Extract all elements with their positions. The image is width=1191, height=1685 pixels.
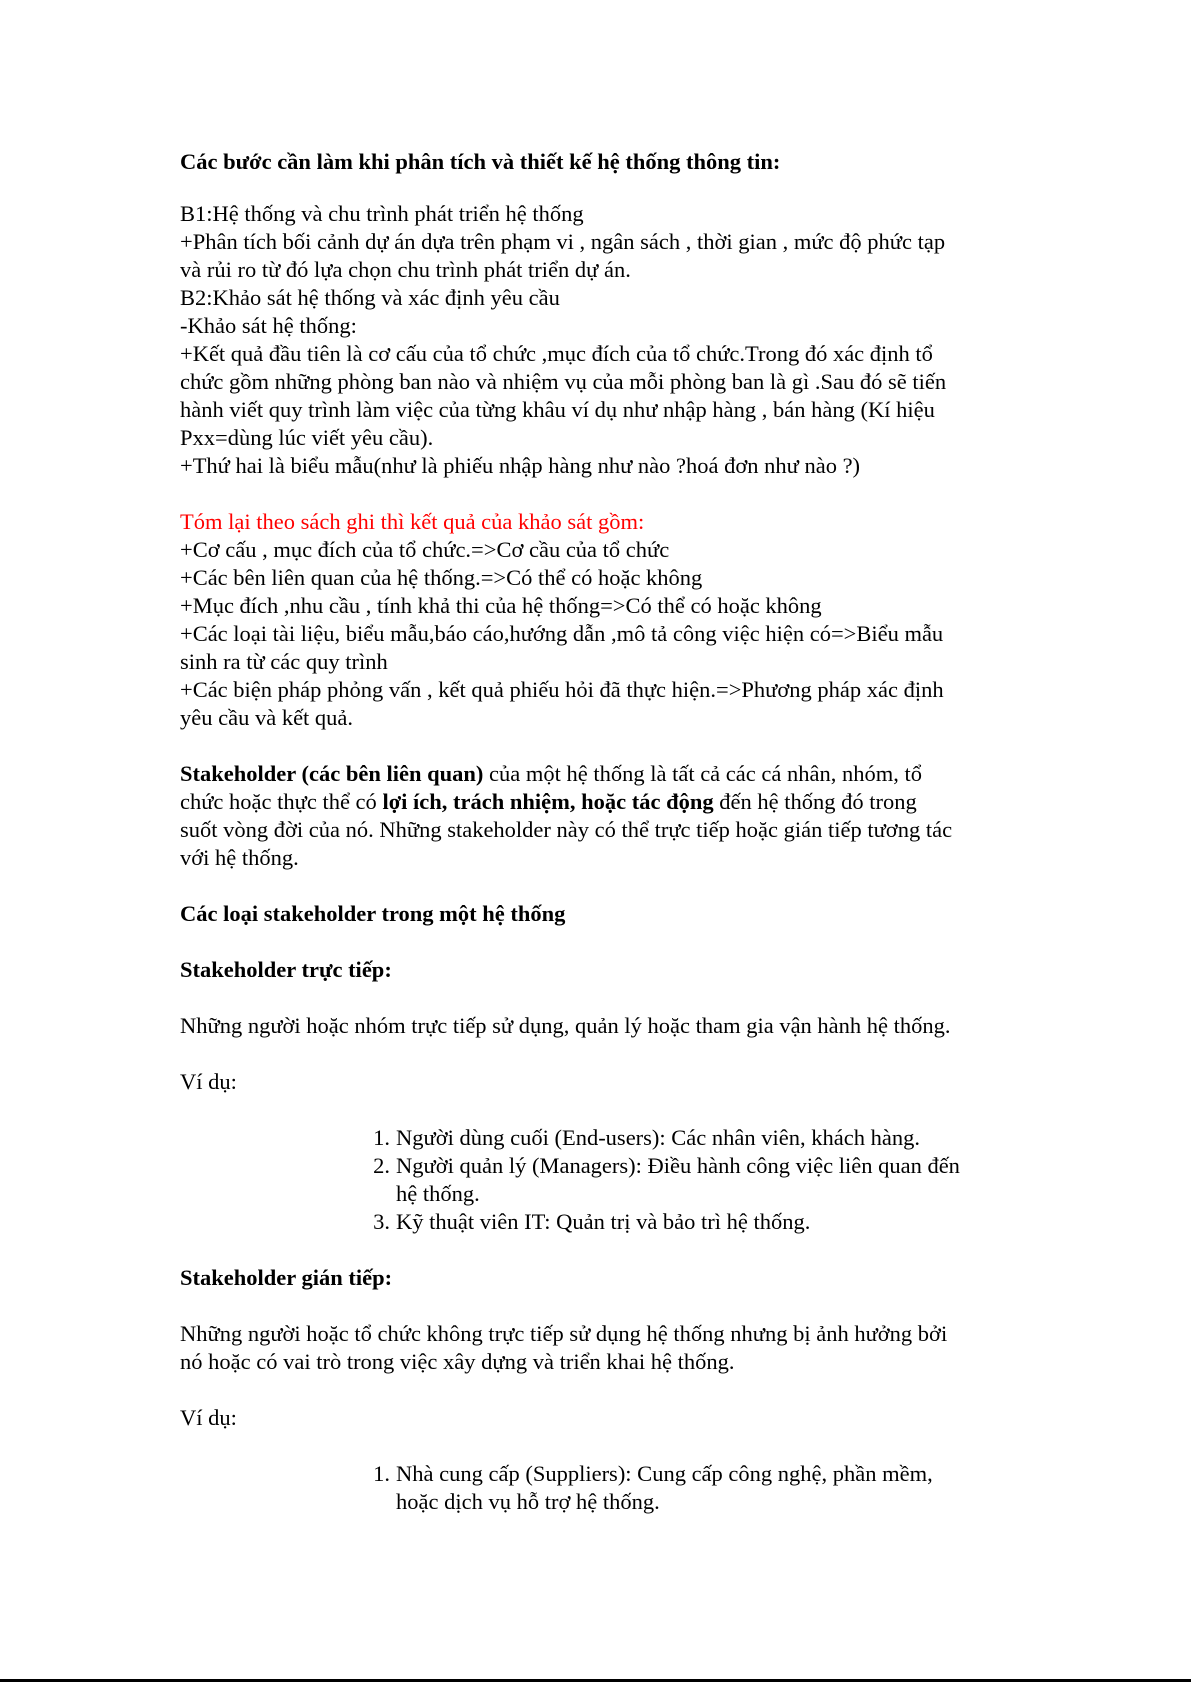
types-heading: Các loại stakeholder trong một hệ thống bbox=[180, 901, 566, 926]
list-number: 1. bbox=[373, 1461, 390, 1486]
page-bottom-rule bbox=[0, 1679, 1191, 1682]
list-item: Người dùng cuối (End-users): Các nhân viên, khách hàng. bbox=[396, 1125, 920, 1150]
summary-line: +Các biện pháp phỏng vấn , kết quả phiếu hỏi đã thực hiện.=>Phương pháp xác định bbox=[180, 677, 944, 702]
direct-example-label: Ví dụ: bbox=[180, 1069, 237, 1094]
step-line: -Khảo sát hệ thống: bbox=[180, 313, 357, 338]
indirect-description: nó hoặc có vai trò trong việc xây dựng và triển khai hệ thống. bbox=[180, 1349, 735, 1374]
stakeholder-definition-line: chức hoặc thực thể có lợi ích, trách nhiệm, hoặc tác động đến hệ thống đó trong bbox=[180, 789, 917, 814]
list-item: Người quản lý (Managers): Điều hành công việc liên quan đến bbox=[396, 1153, 960, 1178]
summary-line: yêu cầu và kết quả. bbox=[180, 705, 354, 730]
list-item: Nhà cung cấp (Suppliers): Cung cấp công nghệ, phần mềm, bbox=[396, 1461, 933, 1486]
step-line: và rủi ro từ đó lựa chọn chu trình phát triển dự án. bbox=[180, 257, 631, 282]
stakeholder-definition-line: với hệ thống. bbox=[180, 845, 299, 870]
indirect-example-label: Ví dụ: bbox=[180, 1405, 237, 1430]
stakeholder-definition-line: suốt vòng đời của nó. Những stakeholder này có thể trực tiếp hoặc gián tiếp tương tác bbox=[180, 817, 953, 842]
indirect-heading: Stakeholder gián tiếp: bbox=[180, 1265, 393, 1290]
summary-line: sinh ra từ các quy trình bbox=[180, 649, 388, 674]
main-heading: Các bước cần làm khi phân tích và thiết kế hệ thống thông tin: bbox=[180, 149, 781, 174]
summary-line: +Các loại tài liệu, biểu mẫu,báo cáo,hướng dẫn ,mô tả công việc hiện có=>Biểu mẫu bbox=[180, 621, 944, 646]
step-line: B2:Khảo sát hệ thống và xác định yêu cầu bbox=[180, 285, 560, 310]
stakeholder-term: Stakeholder (các bên liên quan) bbox=[180, 761, 484, 786]
step-line: chức gồm những phòng ban nào và nhiệm vụ của mỗi phòng ban là gì .Sau đó sẽ tiến bbox=[180, 369, 947, 394]
summary-line: +Các bên liên quan của hệ thống.=>Có thể có hoặc không bbox=[180, 565, 703, 590]
summary-heading: Tóm lại theo sách ghi thì kết quả của khảo sát gồm: bbox=[180, 509, 645, 534]
list-item-continuation: hoặc dịch vụ hỗ trợ hệ thống. bbox=[396, 1489, 660, 1514]
step-line: +Phân tích bối cảnh dự án dựa trên phạm vi , ngân sách , thời gian , mức độ phức tạp bbox=[180, 229, 946, 254]
step-line: +Thứ hai là biểu mẫu(như là phiếu nhập hàng như nào ?hoá đơn như nào ?) bbox=[180, 453, 861, 478]
summary-line: +Mục đích ,nhu cầu , tính khả thi của hệ thống=>Có thể có hoặc không bbox=[180, 593, 822, 618]
step-line: B1:Hệ thống và chu trình phát triển hệ thống bbox=[180, 201, 584, 226]
list-item: Kỹ thuật viên IT: Quản trị và bảo trì hệ thống. bbox=[396, 1209, 811, 1234]
list-number: 1. bbox=[373, 1125, 390, 1150]
list-number: 3. bbox=[373, 1209, 390, 1234]
summary-line: +Cơ cấu , mục đích của tổ chức.=>Cơ cầu của tổ chức bbox=[180, 537, 670, 562]
stakeholder-definition-line: Stakeholder (các bên liên quan) của một hệ thống là tất cả các cá nhân, nhóm, tổ bbox=[180, 761, 922, 786]
step-line: Pxx=dùng lúc viết yêu cầu). bbox=[180, 425, 434, 450]
list-item-continuation: hệ thống. bbox=[396, 1181, 480, 1206]
stakeholder-emphasis: lợi ích, trách nhiệm, hoặc tác động bbox=[382, 789, 714, 814]
step-line: +Kết quả đầu tiên là cơ cấu của tổ chức ,mục đích của tổ chức.Trong đó xác định tổ bbox=[180, 341, 933, 366]
list-number: 2. bbox=[373, 1153, 390, 1178]
indirect-description: Những người hoặc tổ chức không trực tiếp sử dụng hệ thống nhưng bị ảnh hưởng bởi bbox=[180, 1321, 948, 1346]
direct-description: Những người hoặc nhóm trực tiếp sử dụng, quản lý hoặc tham gia vận hành hệ thống. bbox=[180, 1013, 951, 1038]
direct-heading: Stakeholder trực tiếp: bbox=[180, 957, 392, 982]
step-line: hành viết quy trình làm việc của từng khâu ví dụ như nhập hàng , bán hàng (Kí hiệu bbox=[180, 397, 935, 422]
